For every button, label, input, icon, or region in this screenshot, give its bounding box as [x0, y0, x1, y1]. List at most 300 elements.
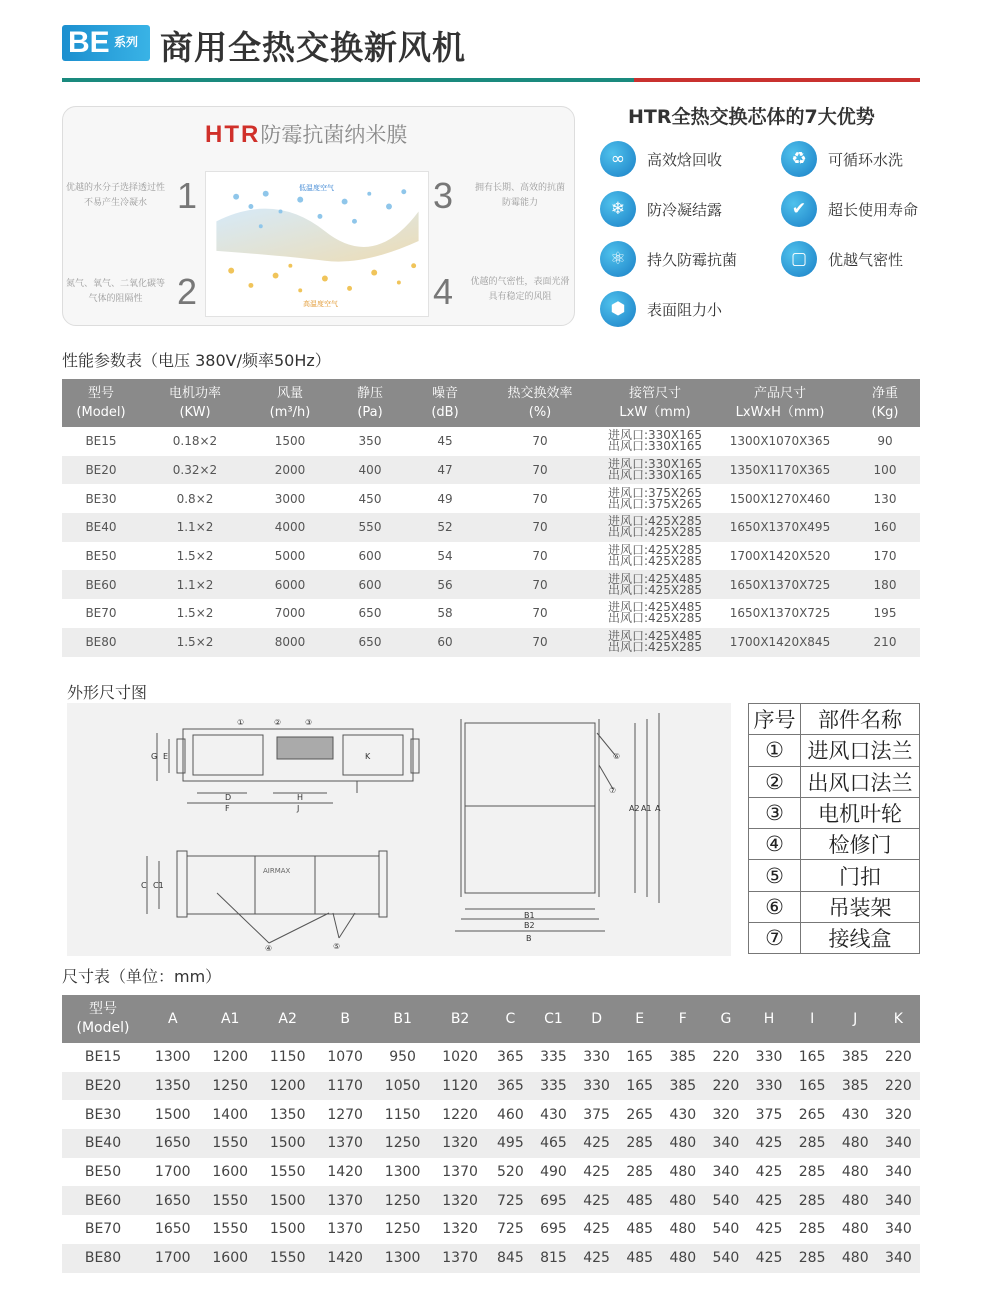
pipe-size-cell: 进风口:330X165 出风口:330X165: [607, 428, 703, 454]
table-cell: 180: [850, 570, 920, 599]
callout: ②: [274, 718, 282, 727]
table-cell: 460: [497, 1106, 524, 1123]
col-header: 部件名称: [801, 704, 920, 735]
table-cell: 340: [885, 1221, 912, 1238]
table-cell: 1070: [327, 1049, 363, 1066]
pipe-size-cell: 进风口:425X285 出风口:425X285: [607, 543, 703, 569]
table-cell: 400: [330, 456, 410, 485]
table-cell: 1370: [316, 1129, 373, 1158]
table-row: [62, 1100, 920, 1129]
table-cell: 门扣: [801, 860, 920, 891]
col-header: B1: [374, 995, 431, 1043]
dim-label: G: [151, 752, 158, 761]
col-header: D: [575, 995, 618, 1043]
table-cell: 385: [661, 1072, 704, 1101]
table-cell: 425: [575, 1244, 618, 1273]
table-cell: 365: [489, 1072, 532, 1101]
table-cell: 100: [850, 456, 920, 485]
pipe-size-cell: 进风口:330X165 出风口:330X165: [600, 456, 710, 485]
table-cell: 70: [480, 570, 600, 599]
htr-title-red: HTR: [205, 121, 261, 148]
point-2-line2: 气体的阻隔性: [88, 294, 143, 304]
table-cell: BE60: [62, 1186, 144, 1215]
table-cell: 1650X1370X725: [710, 570, 850, 599]
dim-label: H: [297, 793, 304, 802]
table-cell: 7000: [274, 606, 306, 621]
table-cell: ④: [749, 829, 801, 860]
table-cell: 1370: [431, 1244, 488, 1273]
badge-main: BE: [68, 26, 110, 59]
table-cell: 70: [480, 628, 600, 657]
table-cell: 695: [540, 1221, 567, 1238]
table-cell: 425: [755, 1221, 783, 1238]
table-cell: 1600: [201, 1244, 258, 1273]
table-row: [62, 427, 920, 456]
divider-green: [62, 78, 634, 82]
table-cell: 56: [410, 570, 480, 599]
col-header: I: [791, 995, 834, 1043]
page-title: 商用全热交换新风机: [160, 28, 466, 67]
table-cell: 285: [798, 1221, 826, 1238]
table-cell: 220: [712, 1049, 740, 1066]
point-1-line1: 优越的水分子选择透过性: [65, 183, 165, 193]
table-cell: 330: [747, 1072, 790, 1101]
point-1-line2: 不易产生冷凝水: [83, 198, 147, 208]
table-cell: 330: [583, 1049, 610, 1066]
table-cell: BE20: [62, 456, 140, 485]
table-cell: 285: [618, 1129, 661, 1158]
performance-title: 性能参数表（电压 380V/频率50Hz）: [62, 351, 331, 370]
table-cell: ⑤: [749, 860, 801, 891]
table-cell: 8000: [250, 628, 330, 657]
col-header: A: [144, 995, 201, 1043]
table-cell: 1350X1170X365: [710, 456, 850, 485]
table-cell: 0.8×2: [176, 491, 214, 506]
table-cell: BE60: [62, 570, 140, 599]
table-row: [62, 1043, 920, 1072]
table-cell: 1300: [374, 1244, 431, 1273]
table-cell: 1250: [201, 1072, 258, 1101]
table-cell: 0.32×2: [140, 456, 250, 485]
dim-label: C1: [153, 881, 164, 890]
table-cell: 1420: [327, 1164, 363, 1181]
point-3-line2: 防霉能力: [501, 198, 538, 208]
table-cell: 1320: [431, 1186, 488, 1215]
table-cell: ③: [749, 797, 801, 828]
table-cell: BE70: [84, 1221, 122, 1238]
table-cell: ②: [749, 766, 801, 797]
pipe-size-cell: 进风口:425X285 出风口:425X285: [600, 513, 710, 542]
dim-label: B2: [524, 921, 535, 930]
table-cell: 285: [791, 1186, 834, 1215]
table-cell: 接线盒: [801, 923, 920, 954]
table-cell: 480: [834, 1244, 877, 1273]
table-cell: 650: [330, 628, 410, 657]
col-header: 接管尺寸 LxW（mm): [600, 379, 710, 427]
table-cell: 480: [661, 1129, 704, 1158]
table-cell: BE80: [62, 628, 140, 657]
table-row: [62, 628, 920, 657]
table-cell: 540: [704, 1186, 747, 1215]
table-cell: 425: [747, 1244, 790, 1273]
table-cell: 210: [850, 628, 920, 657]
table-cell: BE40: [62, 513, 140, 542]
advantage-label: 优越气密性: [828, 251, 904, 269]
point-4-line2: 具有稳定的风阻: [488, 292, 552, 302]
table-cell: 385: [669, 1049, 697, 1066]
col-header: B2: [431, 995, 488, 1043]
table-row: [62, 570, 920, 599]
table-cell: 1300X1070X365: [729, 434, 831, 449]
table-cell: 425: [575, 1129, 618, 1158]
table-cell: 725: [489, 1186, 532, 1215]
high-temp-label: 高温度空气: [303, 300, 338, 308]
table-cell: 1650: [154, 1221, 191, 1238]
table-cell: 49: [437, 491, 453, 506]
col-header: B: [316, 995, 373, 1043]
page-header: [62, 20, 920, 82]
point-4-line1: 优越的气密性，表面光滑: [470, 277, 570, 287]
table-cell: BE50: [85, 549, 117, 564]
col-header: A1: [201, 995, 258, 1043]
table-cell: BE15: [85, 434, 117, 449]
table-row: [62, 1129, 920, 1158]
dim-label: C: [141, 881, 147, 890]
table-cell: BE30: [85, 491, 117, 506]
table-row: [62, 599, 920, 628]
col-header: 净重 (Kg): [850, 379, 920, 427]
table-cell: BE80: [62, 1244, 144, 1273]
table-cell: 90: [877, 434, 893, 449]
table-row: [62, 1072, 920, 1101]
table-cell: 495: [489, 1129, 532, 1158]
table-cell: 6000: [250, 570, 330, 599]
table-cell: 1.5×2: [176, 606, 214, 621]
point-2-number: 2: [177, 271, 198, 312]
table-cell: 1200: [259, 1072, 316, 1101]
table-cell: 480: [669, 1221, 697, 1238]
callout: ①: [237, 718, 245, 727]
table-cell: 1700X1420X520: [729, 549, 831, 564]
table-cell: 1650X1370X495: [710, 513, 850, 542]
table-cell: 47: [410, 456, 480, 485]
table-row: [749, 923, 920, 954]
divider-red: [634, 78, 920, 82]
table-cell: 340: [712, 1164, 740, 1181]
pipe-size-cell: 进风口:425X485 出风口:425X285: [607, 600, 703, 626]
brand-label: AIRMAX: [263, 867, 291, 875]
table-row: [62, 484, 920, 513]
table-cell: 265: [798, 1106, 826, 1123]
table-cell: 58: [437, 606, 453, 621]
point-1-number: 1: [177, 175, 198, 216]
table-cell: 550: [330, 513, 410, 542]
table-cell: 检修门: [801, 829, 920, 860]
table-cell: 1370: [327, 1221, 363, 1238]
pipe-size-cell: 进风口:375X265 出风口:375X265: [607, 485, 703, 511]
table-cell: 1400: [212, 1106, 249, 1123]
table-cell: 70: [532, 549, 548, 564]
table-cell: 1650X1370X725: [729, 606, 831, 621]
parts-table: [748, 703, 920, 954]
table-cell: 425: [583, 1221, 610, 1238]
table-cell: 365: [497, 1049, 524, 1066]
col-header: 型号 (Model): [62, 995, 144, 1043]
table-cell: 1500X1270X460: [729, 491, 831, 506]
table-cell: 320: [885, 1106, 912, 1123]
advantage-label: 超长使用寿命: [828, 201, 919, 219]
membrane-wave: [216, 209, 418, 262]
advantage-label: 防冷凝结露: [647, 201, 723, 219]
table-cell: 1650: [144, 1129, 201, 1158]
point-2-line1: 氮气、氧气、二氧化碳等: [65, 279, 165, 289]
table-row: [62, 1186, 920, 1215]
table-cell: 1370: [316, 1186, 373, 1215]
table-row: [62, 542, 920, 571]
table-cell: 1150: [384, 1106, 421, 1123]
table-cell: 220: [704, 1072, 747, 1101]
table-cell: 600: [330, 570, 410, 599]
table-cell: 1550: [269, 1164, 306, 1181]
table-row: [62, 1215, 920, 1244]
table-cell: 1500: [154, 1106, 191, 1123]
table-cell: 70: [532, 606, 548, 621]
callout: ⑤: [333, 942, 341, 951]
table-cell: 出风口法兰: [801, 766, 920, 797]
performance-table: [62, 379, 920, 657]
col-header: 型号 (Model): [62, 379, 140, 427]
table-cell: 1250: [374, 1186, 431, 1215]
cube-icon: ⬢: [600, 291, 636, 327]
dim-label: K: [365, 752, 371, 761]
table-cell: 1650: [144, 1186, 201, 1215]
table-cell: 350: [358, 434, 382, 449]
table-cell: 1550: [212, 1221, 249, 1238]
table-cell: 1200: [212, 1049, 249, 1066]
col-header: 静压 (Pa): [330, 379, 410, 427]
table-cell: 52: [410, 513, 480, 542]
table-cell: 540: [712, 1221, 740, 1238]
table-cell: 265: [626, 1106, 654, 1123]
table-cell: 1.1×2: [140, 570, 250, 599]
table-cell: 1050: [374, 1072, 431, 1101]
table-cell: 1150: [269, 1049, 306, 1066]
table-cell: 725: [497, 1221, 524, 1238]
plan-view-body: [465, 723, 595, 893]
square-icon: ▢: [781, 241, 817, 277]
table-cell: 385: [834, 1072, 877, 1101]
table-cell: 430: [841, 1106, 869, 1123]
table-cell: 1700: [144, 1244, 201, 1273]
table-cell: 1500: [274, 434, 306, 449]
table-cell: 1550: [201, 1129, 258, 1158]
dim-label: B1: [524, 911, 535, 920]
table-cell: 285: [798, 1164, 826, 1181]
htr-membrane-panel: [62, 106, 575, 326]
snowflake-icon: ❄: [600, 191, 636, 227]
table-cell: 60: [410, 628, 480, 657]
table-cell: 340: [704, 1129, 747, 1158]
pipe-size-cell: 进风口:425X485 出风口:425X285: [600, 628, 710, 657]
table-cell: 490: [540, 1164, 567, 1181]
advantage-label: 持久防霉抗菌: [647, 251, 738, 269]
low-temp-label: 低温度空气: [299, 184, 334, 192]
table-cell: 54: [437, 549, 453, 564]
table-cell: 1550: [201, 1186, 258, 1215]
table-cell: 165: [626, 1049, 654, 1066]
table-cell: 340: [877, 1129, 920, 1158]
table-row: [749, 735, 920, 766]
table-cell: 1.5×2: [176, 549, 214, 564]
table-cell: 450: [358, 491, 382, 506]
callout: ③: [305, 718, 313, 727]
table-cell: BE40: [62, 1129, 144, 1158]
table-cell: ①: [749, 735, 801, 766]
infinity-icon: ∞: [600, 141, 636, 177]
drawing-title: 外形尺寸图: [67, 683, 148, 702]
table-row: [62, 456, 920, 485]
table-cell: 1500: [259, 1129, 316, 1158]
table-cell: 1420: [316, 1244, 373, 1273]
table-cell: 170: [873, 549, 897, 564]
table-cell: 425: [747, 1186, 790, 1215]
table-cell: 1350: [269, 1106, 306, 1123]
col-header: 电机功率 (KW): [140, 379, 250, 427]
table-cell: 1250: [374, 1129, 431, 1158]
table-cell: 195: [873, 606, 897, 621]
table-cell: 1700X1420X845: [710, 628, 850, 657]
table-cell: 45: [437, 434, 453, 449]
table-cell: 335: [540, 1049, 567, 1066]
table-header-row: [62, 379, 920, 427]
col-header: 产品尺寸 LxWxH（mm): [710, 379, 850, 427]
dim-label: B: [526, 934, 532, 943]
table-cell: 70: [532, 491, 548, 506]
table-cell: 430: [669, 1106, 697, 1123]
top-view-body: [187, 856, 379, 914]
table-cell: 385: [841, 1049, 869, 1066]
table-cell: 425: [747, 1129, 790, 1158]
callout: ⑥: [613, 752, 621, 761]
table-cell: 480: [834, 1129, 877, 1158]
table-cell: 340: [877, 1186, 920, 1215]
table-cell: 1.1×2: [140, 513, 250, 542]
table-cell: 1700: [154, 1164, 191, 1181]
table-row: [749, 766, 920, 797]
table-cell: 480: [669, 1164, 697, 1181]
table-cell: 220: [885, 1049, 912, 1066]
col-header: K: [877, 995, 920, 1043]
point-2-text: [63, 277, 168, 307]
table-cell: 480: [834, 1186, 877, 1215]
pipe-size-cell: 进风口:425X485 出风口:425X285: [600, 570, 710, 599]
table-cell: 1500: [259, 1186, 316, 1215]
water-cycle-icon: ♻: [781, 141, 817, 177]
table-cell: 2000: [250, 456, 330, 485]
table-cell: 1350: [144, 1072, 201, 1101]
table-cell: 1300: [154, 1049, 191, 1066]
col-header: 序号: [749, 704, 801, 735]
table-cell: BE50: [84, 1164, 122, 1181]
table-cell: 70: [532, 434, 548, 449]
dim-label: D: [225, 793, 232, 802]
table-cell: 650: [358, 606, 382, 621]
callout: ④: [265, 944, 273, 953]
table-cell: 1270: [327, 1106, 363, 1123]
table-cell: 480: [661, 1244, 704, 1273]
table-cell: 165: [791, 1072, 834, 1101]
table-cell: 1.5×2: [140, 628, 250, 657]
table-cell: 375: [755, 1106, 783, 1123]
table-cell: 330: [755, 1049, 783, 1066]
table-cell: 吊装架: [801, 891, 920, 922]
dim-label: F: [225, 804, 230, 813]
point-3-number: 3: [433, 175, 454, 216]
table-cell: BE70: [85, 606, 117, 621]
table-cell: 1170: [316, 1072, 373, 1101]
table-cell: 520: [497, 1164, 524, 1181]
table-cell: 480: [841, 1164, 869, 1181]
table-cell: 1220: [442, 1106, 478, 1123]
htr-title: [205, 119, 407, 149]
table-cell: 285: [791, 1129, 834, 1158]
table-cell: 165: [618, 1072, 661, 1101]
table-cell: 285: [626, 1164, 654, 1181]
table-row: [749, 829, 920, 860]
table-cell: 340: [885, 1164, 912, 1181]
molecule-icon: ⚛: [600, 241, 636, 277]
table-cell: 1120: [431, 1072, 488, 1101]
table-cell: ⑥: [749, 891, 801, 922]
table-cell: 130: [873, 491, 897, 506]
callout: ⑦: [609, 786, 617, 795]
col-header: 噪音 (dB): [410, 379, 480, 427]
table-cell: 70: [480, 456, 600, 485]
table-cell: 485: [618, 1244, 661, 1273]
table-cell: 电机叶轮: [801, 797, 920, 828]
dimension-title: 尺寸表（单位：mm）: [62, 967, 222, 986]
dim-label: A: [655, 804, 661, 813]
series-badge: [62, 25, 150, 61]
table-cell: 1600: [212, 1164, 249, 1181]
table-cell: 5000: [274, 549, 306, 564]
point-1-text: [63, 181, 168, 211]
table-cell: 70: [480, 513, 600, 542]
table-row: [62, 1244, 920, 1273]
col-header: E: [618, 995, 661, 1043]
table-cell: 1320: [431, 1129, 488, 1158]
htr-title-gray: 防霉抗菌纳米膜: [260, 123, 408, 147]
col-header: 风量 (m³/h): [250, 379, 330, 427]
point-3-line1: 拥有长期、高效的抗菌: [474, 183, 565, 193]
advantage-label: 高效焓回收: [647, 151, 723, 169]
col-header: F: [661, 995, 704, 1043]
badge-sub: 系列: [114, 35, 139, 49]
table-cell: 4000: [250, 513, 330, 542]
table-cell: 0.18×2: [172, 434, 218, 449]
table-cell: 220: [877, 1072, 920, 1101]
shield-icon: ✔: [781, 191, 817, 227]
point-4-number: 4: [433, 271, 454, 312]
table-cell: 465: [532, 1129, 575, 1158]
table-cell: ⑦: [749, 923, 801, 954]
table-cell: 进风口法兰: [801, 735, 920, 766]
table-cell: BE30: [84, 1106, 122, 1123]
table-row: [749, 860, 920, 891]
table-cell: 600: [358, 549, 382, 564]
col-header: A2: [259, 995, 316, 1043]
table-cell: 1550: [259, 1244, 316, 1273]
